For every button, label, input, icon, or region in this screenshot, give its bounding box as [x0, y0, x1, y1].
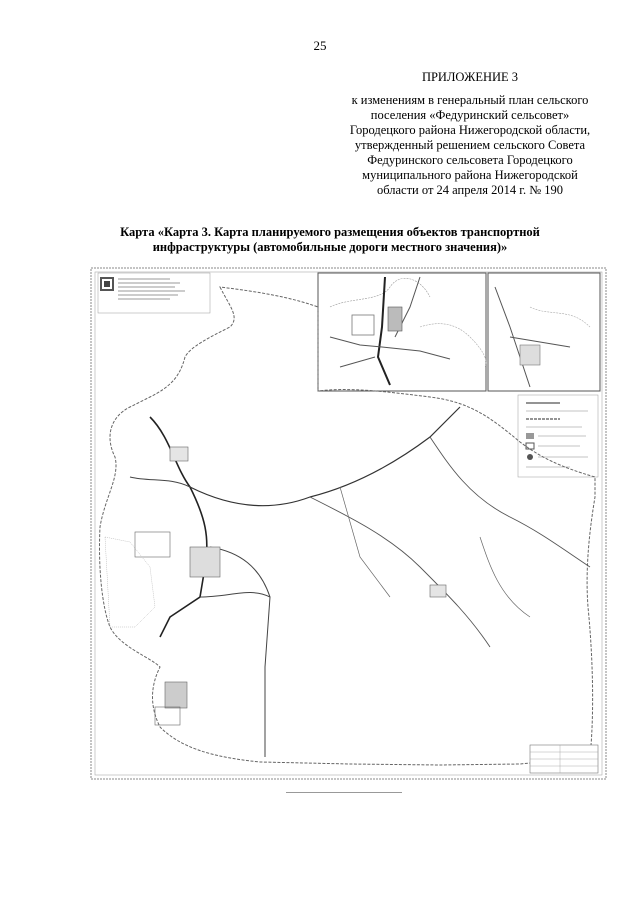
appendix-line: к изменениям в генеральный план сельского	[351, 93, 589, 107]
map-image	[90, 267, 607, 780]
appendix-line: утвержденный решением сельского Совета	[354, 138, 586, 152]
appendix-line: Городецкого района Нижегородской области,	[349, 123, 591, 137]
appendix-line: области от 24 апреля 2014 г. № 190	[376, 183, 564, 197]
appendix-line: Федуринского сельсовета Городецкого	[367, 153, 573, 167]
map-legend	[518, 395, 598, 477]
appendix-title: ПРИЛОЖЕНИЕ 3	[421, 70, 519, 84]
footer-rule	[286, 792, 402, 793]
appendix-line: муниципального района Нижегородской	[362, 168, 578, 182]
appendix-line: поселения «Федуринский сельсовет»	[370, 108, 570, 122]
map-title-line: Карта «Карта 3. Карта планируемого размещения объектов транспортной	[120, 225, 540, 239]
inset-map-2	[488, 273, 600, 391]
page-number: 25	[313, 38, 327, 53]
appendix-text	[330, 93, 610, 198]
map-title	[100, 225, 560, 255]
inset-map-1	[318, 273, 486, 391]
title-block	[530, 745, 598, 773]
map-title-line: инфраструктуры (автомобильные дороги местного значения)»	[152, 240, 508, 254]
